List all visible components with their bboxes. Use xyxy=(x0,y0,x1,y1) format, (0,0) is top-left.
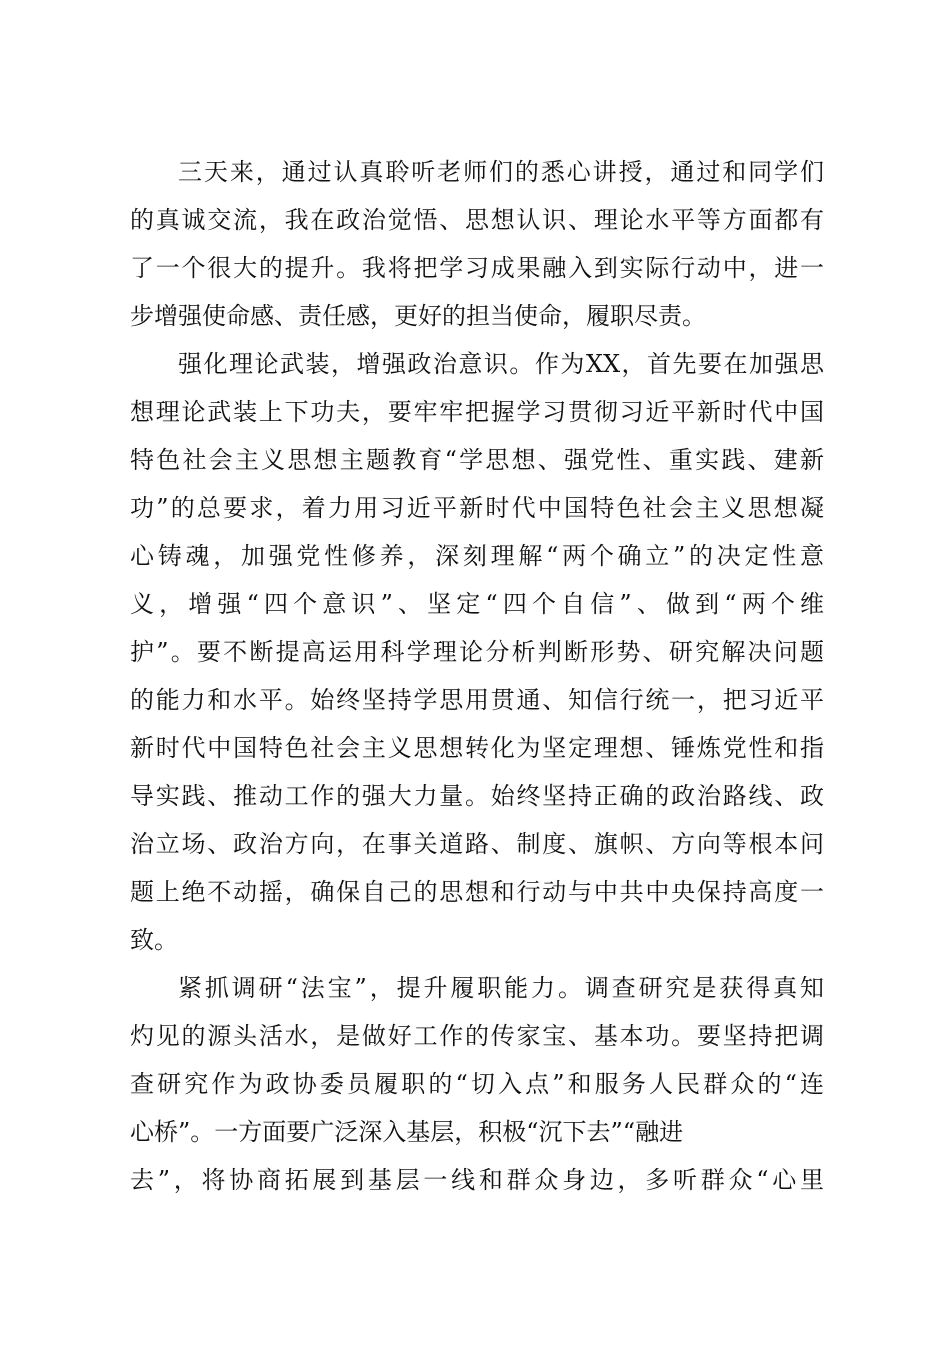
text-line: 义，增强“四个意识”、坚定“四个自信”、做到“两个维 xyxy=(130,590,824,618)
text-line: 心桥”。一方面要广泛深入基层，积极“沉下去”“融进 xyxy=(130,1118,684,1146)
paragraph-study-summary xyxy=(130,148,824,340)
text-line: 特色社会主义思想主题教育“学思想、强党性、重实践、建新 xyxy=(130,446,824,474)
text-line: 紧抓调研“法宝”，提升履职能力。调查研究是获得真知 xyxy=(178,974,824,1002)
document-body xyxy=(130,148,824,1204)
text-line: 护”。要不断提高运用科学理论分析判断形势、研究解决问题 xyxy=(130,638,824,666)
text-line: 新时代中国特色社会主义思想转化为坚定理想、锤炼党性和指 xyxy=(130,734,824,762)
text-line: 治立场、政治方向，在事关道路、制度、旗帜、方向等根本问 xyxy=(130,830,824,858)
text-line: 去”，将协商拓展到基层一线和群众身边，多听群众“心里 xyxy=(130,1166,824,1194)
text-line: 功”的总要求，着力用习近平新时代中国特色社会主义思想凝 xyxy=(130,494,824,522)
text-line: 三天来，通过认真聆听老师们的悉心讲授，通过和同学们 xyxy=(178,158,824,186)
paragraph-theory-armament xyxy=(130,340,824,964)
text-line: 了一个很大的提升。我将把学习成果融入到实际行动中，进一 xyxy=(130,254,824,282)
text-line: 的能力和水平。始终坚持学思用贯通、知信行统一，把习近平 xyxy=(130,686,824,714)
text-line: 题上绝不动摇，确保自己的思想和行动与中共中央保持高度一 xyxy=(130,878,824,906)
text-line: 强化理论武装，增强政治意识。作为XX，首先要在加强思 xyxy=(178,350,824,378)
text-line: 想理论武装上下功夫，要牢牢把握学习贯彻习近平新时代中国 xyxy=(130,398,824,426)
text-line: 的真诚交流，我在政治觉悟、思想认识、理论水平等方面都有 xyxy=(130,206,824,234)
text-line: 步增强使命感、责任感，更好的担当使命，履职尽责。 xyxy=(130,302,706,330)
text-line: 灼见的源头活水，是做好工作的传家宝、基本功。要坚持把调 xyxy=(130,1022,824,1050)
text-line: 致。 xyxy=(130,926,178,954)
text-line: 查研究作为政协委员履职的“切入点”和服务人民群众的“连 xyxy=(130,1070,824,1098)
paragraph-research xyxy=(130,964,824,1204)
text-line: 心铸魂，加强党性修养，深刻理解“两个确立”的决定性意 xyxy=(130,542,824,570)
text-line: 导实践、推动工作的强大力量。始终坚持正确的政治路线、政 xyxy=(130,782,824,810)
